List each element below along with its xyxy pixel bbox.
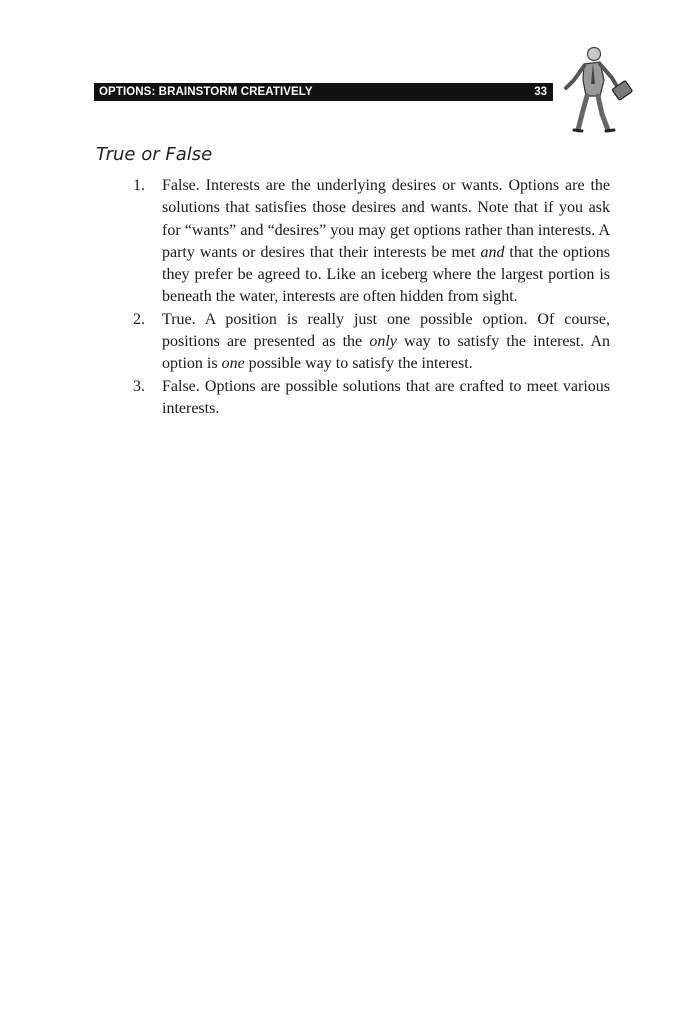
answer-number: 1. bbox=[133, 177, 145, 194]
answer-text: False. Interests are the underlying desires or wants. Options are the solutions that satisfies those desires and wants. Note that if you ask for “wants” and “desires” you may get options rather than interests. A party wants or desires that their interests be met bbox=[162, 177, 610, 261]
answer-text: possible way to satisfy the interest. bbox=[244, 355, 473, 373]
answer-text: False. Options are possible solutions that are crafted to meet various interests. bbox=[162, 377, 610, 417]
answer-text: that the options they prefer be agreed to. Like an iceberg where the largest portion is beneath the water, interests are often hidden from sight. bbox=[162, 243, 611, 306]
answer-text: True. A position is really just one possible option. Of course, positions are presented as the bbox=[162, 310, 610, 351]
running-header-title: OPTIONS: BRAINSTORM CREATIVELY bbox=[99, 86, 313, 98]
emphasis-text: only bbox=[369, 333, 397, 351]
answer-text: way to satisfy the interest. An option is bbox=[162, 333, 611, 373]
answer-list bbox=[128, 175, 610, 420]
emphasis-text: and bbox=[480, 243, 505, 261]
emphasis-text: one bbox=[221, 355, 245, 373]
answer-item bbox=[128, 309, 610, 376]
running-header bbox=[94, 83, 553, 101]
answer-number: 2. bbox=[133, 310, 145, 328]
page-number: 33 bbox=[534, 86, 547, 98]
answer-item bbox=[128, 376, 610, 421]
section-heading: True or False bbox=[96, 144, 213, 165]
answer-item bbox=[128, 175, 610, 309]
answer-number: 3. bbox=[133, 377, 145, 395]
businessman-with-briefcase-icon bbox=[560, 44, 640, 136]
